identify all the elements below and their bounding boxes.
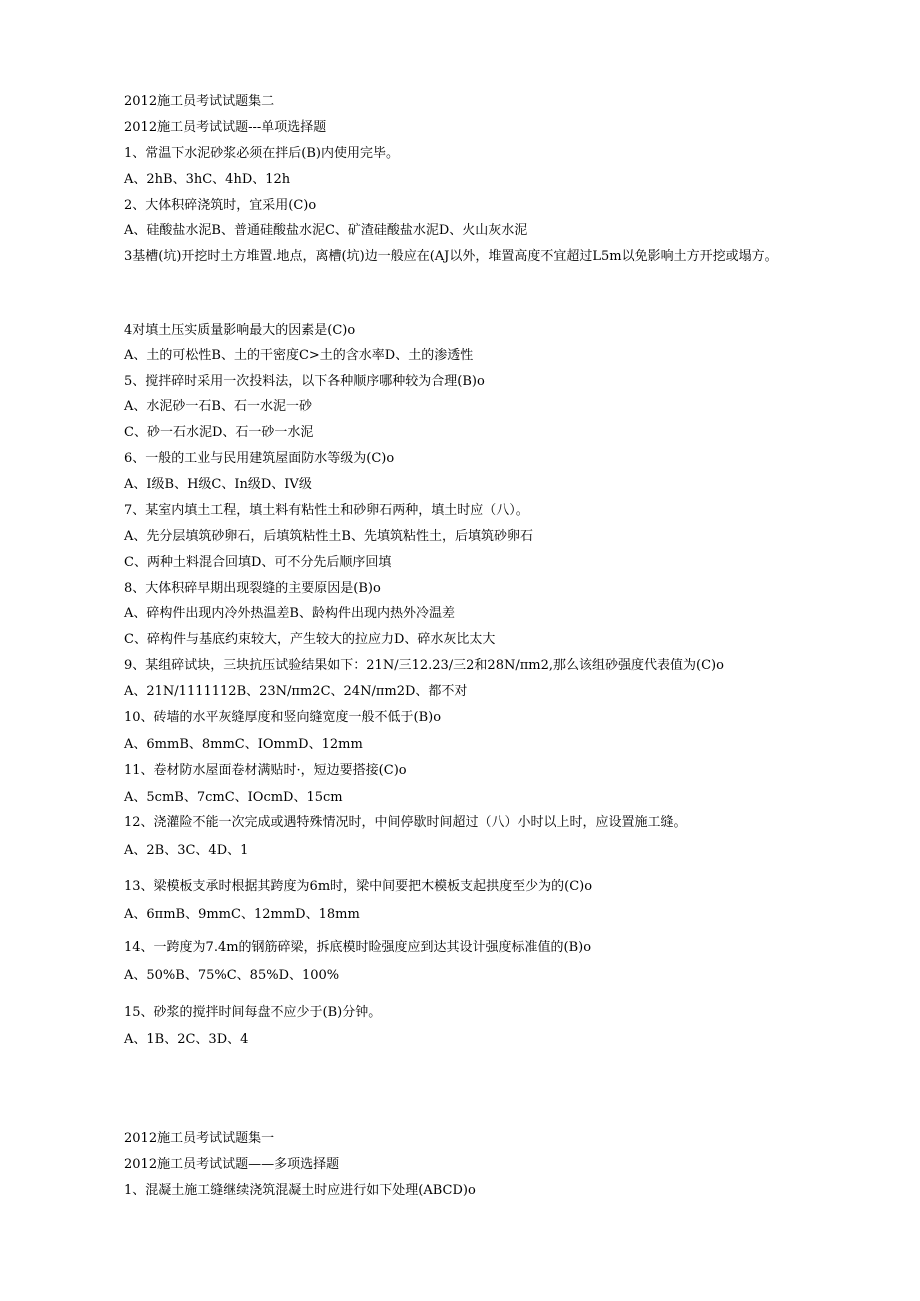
question-15: 15、砂浆的搅拌时间每盘不应少于(B)分钟。 — [124, 1005, 382, 1020]
question-11: 11、卷材防水屋面卷材满贴时·，短边要搭接(C)o — [124, 763, 407, 778]
options-1: A、2hB、3hC、4hD、12h — [124, 172, 291, 187]
options-12: A、2B、3C、4D、1 — [124, 843, 249, 858]
options-2: A、硅酸盐水泥B、普通硅酸盐水泥C、矿渣硅酸盐水泥D、火山灰水泥 — [124, 223, 528, 238]
options-11: A、5cmB、7cmC、IOcmD、15cm — [124, 790, 343, 805]
options-15: A、1B、2C、3D、4 — [124, 1032, 249, 1047]
question-2: 2、大体积碎浇筑时，宜采用(C)o — [124, 198, 317, 213]
question-14: 14、一跨度为7.4m的钢筋碎梁，拆底模时睑强度应到达其设计强度标准值的(B)o — [124, 940, 592, 955]
question-12: 12、浇灌险不能一次完成或遇特殊情况时，中间停歇时间超过（八）小时以上时，应设置施工缝。 — [124, 815, 687, 830]
question-5: 5、搅拌碎时采用一次投料法，以下各种顺序哪种较为合理(B)o — [124, 374, 485, 389]
options-14: A、50%B、75%C、85%D、100% — [124, 968, 340, 983]
question-1: 1、常温下水泥砂浆必须在拌后(B)内使用完毕。 — [124, 146, 399, 161]
options-10: A、6mmB、8mmC、IOmmD、12mm — [124, 737, 363, 752]
options-9: A、21N/1111112B、23N/πm2C、24N/πm2D、都不对 — [124, 684, 468, 699]
subsection-title-2: 2012施工员考试试题——多项选择题 — [124, 1157, 340, 1172]
question-3: 3基槽(坑)开挖时土方堆置.地点，离槽(坑)边一般应在(AJ以外，堆置高度不宜超过L5m以免影响土方开挖或塌方。 — [124, 249, 778, 264]
options-8b: C、碎构件与基底约束较大，产生较大的拉应力D、碎水灰比太大 — [124, 632, 496, 647]
options-7a: A、先分层填筑砂卵石，后填筑粘性土B、先填筑粘性土，后填筑砂卵石 — [124, 529, 533, 544]
options-5a: A、水泥砂一石B、石一水泥一砂 — [124, 399, 312, 414]
options-7b: C、两种土料混合回填D、可不分先后顺序回填 — [124, 555, 392, 570]
options-13: A、6πmB、9mmC、12mmD、18mm — [124, 907, 360, 922]
options-4: A、土的可松性B、土的干密度C>土的含水率D、土的渗透性 — [124, 348, 474, 363]
question-4: 4对填土压实质量影响最大的因素是(C)o — [124, 323, 356, 338]
question-7: 7、某室内填土工程，填土料有粘性土和砂卵石两种，填土时应（八）。 — [124, 503, 529, 518]
section-title: 2012施工员考试试题集二 — [124, 94, 275, 109]
options-6: A、I级B、H级C、In级D、IV级 — [124, 477, 312, 492]
question-9: 9、某组碎试块，三块抗压试验结果如下：21N/三12.23/三2和28N/πm2,那么该组砂强度代表值为(C)o — [124, 658, 724, 673]
options-5b: C、砂一石水泥D、石一砂一水泥 — [124, 425, 314, 440]
question-13: 13、梁模板支承时根据其跨度为6m时，梁中间要把木模板支起拱度至少为的(C)o — [124, 879, 593, 894]
question-8: 8、大体积碎早期出现裂缝的主要原因是(B)o — [124, 581, 381, 596]
question-6: 6、一般的工业与民用建筑屋面防水等级为(C)o — [124, 451, 395, 466]
section-title-2: 2012施工员考试试题集一 — [124, 1131, 275, 1146]
question-multi-1: 1、混凝土施工缝继续浇筑混凝土时应进行如下处理(ABCD)o — [124, 1183, 476, 1198]
subsection-title: 2012施工员考试试题---单项选择题 — [124, 120, 327, 135]
question-10: 10、砖墙的水平灰缝厚度和竖向缝宽度一般不低于(B)o — [124, 710, 442, 725]
options-8a: A、碎构件出现内冷外热温差B、龄构件出现内热外冷温差 — [124, 606, 455, 621]
